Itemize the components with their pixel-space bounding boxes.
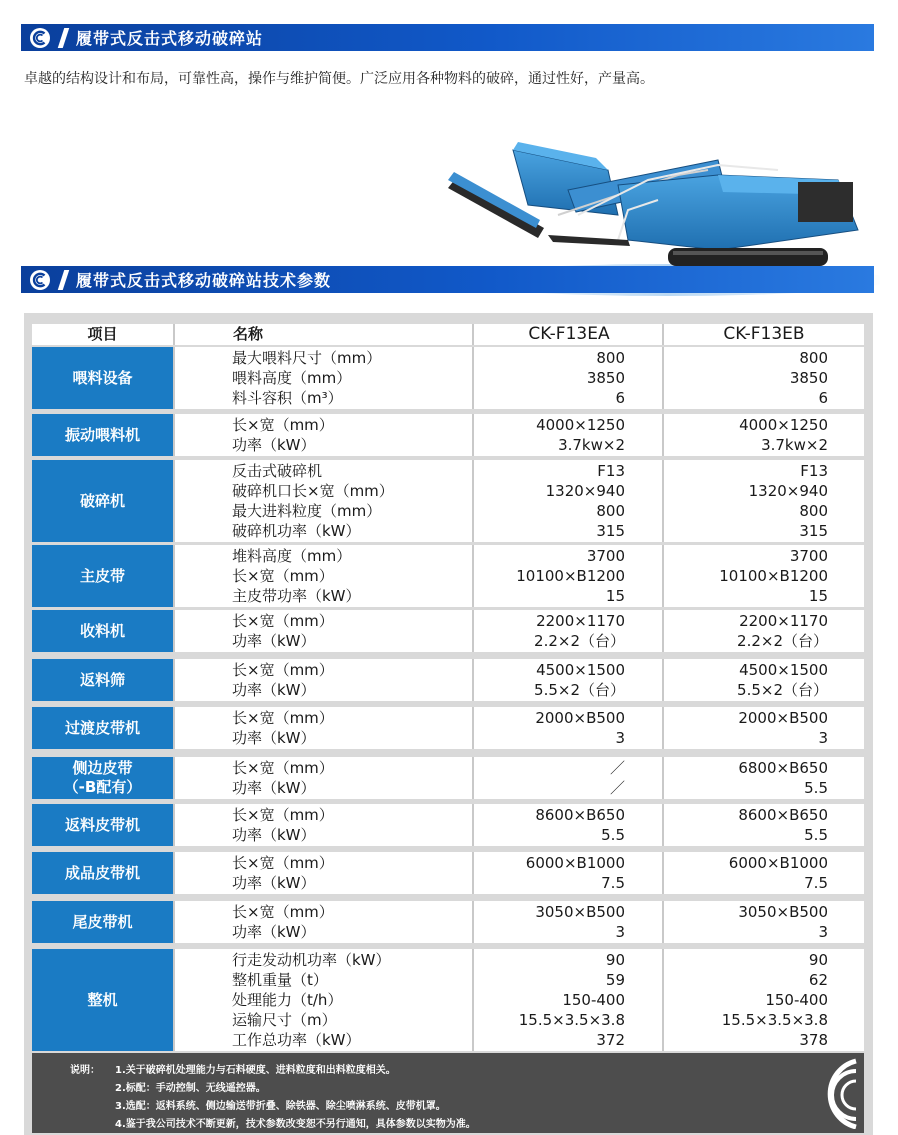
- value-model-a: 3850: [586, 369, 625, 387]
- param-name: 处理能力（t/h）: [232, 991, 343, 1009]
- value-model-a: 3.7kw×2: [558, 436, 625, 454]
- column-divider: [173, 414, 175, 456]
- value-model-a: 59: [605, 971, 625, 989]
- param-name: 功率（kW）: [232, 729, 316, 747]
- value-model-a: 3: [615, 729, 625, 747]
- param-name: 运输尺寸（m）: [232, 1011, 337, 1029]
- column-divider: [472, 545, 474, 607]
- company-logo-icon: [21, 24, 59, 51]
- category-cell: 过渡皮带机: [32, 707, 173, 749]
- value-model-a: 2.2×2（台）: [534, 632, 625, 650]
- value-model-a: ／: [609, 779, 625, 797]
- category-cell: 返料皮带机: [32, 804, 173, 846]
- category-cell: 成品皮带机: [32, 852, 173, 894]
- column-divider: [472, 707, 474, 749]
- column-divider: [662, 901, 664, 943]
- note-line: 1.关于破碎机处理能力与石料硬度、进料粒度和出料粒度相关。: [115, 1065, 396, 1076]
- column-divider: [173, 707, 175, 749]
- value-model-b: 1320×940: [748, 482, 828, 500]
- column-divider: [472, 804, 474, 846]
- note-line: 2.标配：手动控制、无线遥控器。: [115, 1083, 266, 1094]
- column-divider: [662, 347, 664, 409]
- category-cell: 侧边皮带 （-B配有）: [32, 757, 173, 799]
- column-divider: [173, 347, 175, 409]
- decorative-arcs-icon: [790, 1057, 860, 1129]
- category-cell: 喂料设备: [32, 347, 173, 409]
- value-model-a: 800: [596, 502, 625, 520]
- value-model-a: 3700: [586, 547, 625, 565]
- category-cell: 振动喂料机: [32, 414, 173, 456]
- value-model-a: 2200×1170: [536, 612, 625, 630]
- value-model-b: 7.5: [804, 874, 828, 892]
- value-model-b: F13: [800, 462, 828, 480]
- value-model-b: 315: [799, 522, 828, 540]
- note-line: 4.鉴于我公司技术不断更新，技术参数改变恕不另行通知，具体参数以实物为准。: [115, 1119, 476, 1130]
- notes-panel: [32, 1053, 864, 1133]
- param-name: 功率（kW）: [232, 826, 316, 844]
- column-divider: [662, 757, 664, 799]
- value-model-b: 10100×B1200: [719, 567, 828, 585]
- value-model-a: 2000×B500: [535, 709, 625, 727]
- column-divider: [173, 852, 175, 894]
- table-header-row: [32, 324, 864, 345]
- value-model-b: 8600×B650: [738, 806, 828, 824]
- column-divider: [662, 852, 664, 894]
- param-name: 工作总功率（kW）: [232, 1031, 361, 1049]
- header-divider: [58, 28, 69, 48]
- value-model-a: 150-400: [562, 991, 625, 1009]
- column-divider: [472, 659, 474, 701]
- value-model-b: 4500×1500: [739, 661, 828, 679]
- column-divider: [472, 901, 474, 943]
- value-model-b: 3850: [789, 369, 828, 387]
- param-name: 长×宽（mm）: [232, 709, 334, 727]
- value-model-a: 1320×940: [545, 482, 625, 500]
- column-divider: [472, 757, 474, 799]
- column-divider: [662, 610, 664, 652]
- param-name: 最大进料粒度（mm）: [232, 502, 382, 520]
- value-model-a: 4500×1500: [536, 661, 625, 679]
- intro-text: 卓越的结构设计和布局，可靠性高，操作与维护简便。广泛应用各种物料的破碎，通过性好，产量高。: [24, 71, 654, 87]
- param-name: 行走发动机功率（kW）: [232, 951, 391, 969]
- param-name: 堆料高度（mm）: [232, 547, 352, 565]
- value-model-a: 8600×B650: [535, 806, 625, 824]
- value-model-b: 90: [808, 951, 828, 969]
- value-model-a: 5.5×2（台）: [534, 681, 625, 699]
- value-model-a: 6: [615, 389, 625, 407]
- param-name: 料斗容积（m³）: [232, 389, 343, 407]
- param-name: 主皮带功率（kW）: [232, 587, 361, 605]
- column-divider: [173, 659, 175, 701]
- column-divider: [472, 460, 474, 542]
- param-name: 功率（kW）: [232, 779, 316, 797]
- section-title: 履带式反击式移动破碎站技术参数: [76, 271, 332, 290]
- param-name: 功率（kW）: [232, 681, 316, 699]
- value-model-a: 7.5: [601, 874, 625, 892]
- param-name: 长×宽（mm）: [232, 903, 334, 921]
- param-name: 反击式破碎机: [232, 462, 323, 480]
- value-model-b: 6800×B650: [738, 759, 828, 777]
- value-model-a: 3: [615, 923, 625, 941]
- column-divider: [472, 414, 474, 456]
- column-divider: [662, 707, 664, 749]
- param-name: 功率（kW）: [232, 923, 316, 941]
- section-title: 履带式反击式移动破碎站: [76, 29, 264, 48]
- value-model-b: 5.5: [804, 779, 828, 797]
- column-header-model-b: CK-F13EB: [723, 324, 805, 344]
- value-model-a: 315: [596, 522, 625, 540]
- value-model-b: 3: [818, 729, 828, 747]
- column-divider: [662, 414, 664, 456]
- value-model-b: 6000×B1000: [728, 854, 828, 872]
- value-model-a: 3050×B500: [535, 903, 625, 921]
- value-model-b: 2000×B500: [738, 709, 828, 727]
- value-model-a: 90: [605, 951, 625, 969]
- value-model-b: 2.2×2（台）: [737, 632, 828, 650]
- category-cell: 尾皮带机: [32, 901, 173, 943]
- section-header-specs: [21, 266, 874, 293]
- column-divider: [662, 949, 664, 1051]
- category-cell: 主皮带: [32, 545, 173, 607]
- column-divider: [472, 949, 474, 1051]
- column-divider: [472, 610, 474, 652]
- value-model-b: 2200×1170: [739, 612, 828, 630]
- column-header-model-a: CK-F13EA: [528, 324, 610, 344]
- value-model-b: 4000×1250: [739, 416, 828, 434]
- column-divider: [173, 757, 175, 799]
- notes-label: 说明：: [70, 1065, 100, 1076]
- value-model-a: 4000×1250: [536, 416, 625, 434]
- company-logo-icon: [21, 266, 59, 293]
- param-name: 长×宽（mm）: [232, 416, 334, 434]
- section-header-intro: [21, 24, 874, 51]
- category-cell: 破碎机: [32, 460, 173, 542]
- value-model-a: 6000×B1000: [525, 854, 625, 872]
- value-model-b: 3: [818, 923, 828, 941]
- param-name: 喂料高度（mm）: [232, 369, 352, 387]
- param-name: 功率（kW）: [232, 632, 316, 650]
- param-name: 长×宽（mm）: [232, 854, 334, 872]
- value-model-a: F13: [597, 462, 625, 480]
- value-model-a: ／: [609, 759, 625, 777]
- column-divider: [662, 659, 664, 701]
- param-name: 破碎机口长×宽（mm）: [232, 482, 394, 500]
- value-model-b: 3050×B500: [738, 903, 828, 921]
- param-name: 功率（kW）: [232, 436, 316, 454]
- param-name: 长×宽（mm）: [232, 759, 334, 777]
- value-model-b: 3.7kw×2: [761, 436, 828, 454]
- note-line: 3.选配：返料系统、侧边输送带折叠、除铁器、除尘喷淋系统、皮带机罩。: [115, 1101, 446, 1112]
- param-name: 功率（kW）: [232, 874, 316, 892]
- param-name: 破碎机功率（kW）: [232, 522, 361, 540]
- param-name: 长×宽（mm）: [232, 661, 334, 679]
- value-model-b: 6: [818, 389, 828, 407]
- value-model-b: 5.5: [804, 826, 828, 844]
- header-divider: [58, 270, 69, 290]
- column-divider: [173, 949, 175, 1051]
- value-model-b: 15: [808, 587, 828, 605]
- column-header-item: 项目: [87, 325, 118, 343]
- column-divider: [173, 460, 175, 542]
- column-divider: [662, 460, 664, 542]
- value-model-a: 800: [596, 349, 625, 367]
- column-divider: [662, 545, 664, 607]
- param-name: 整机重量（t）: [232, 971, 328, 989]
- param-name: 最大喂料尺寸（mm）: [232, 349, 382, 367]
- value-model-a: 15.5×3.5×3.8: [518, 1011, 625, 1029]
- value-model-b: 378: [799, 1031, 828, 1049]
- value-model-a: 15: [605, 587, 625, 605]
- value-model-b: 800: [799, 349, 828, 367]
- column-divider: [173, 901, 175, 943]
- param-name: 长×宽（mm）: [232, 567, 334, 585]
- value-model-b: 800: [799, 502, 828, 520]
- value-model-a: 372: [596, 1031, 625, 1049]
- category-cell: 整机: [32, 949, 173, 1051]
- value-model-b: 3700: [789, 547, 828, 565]
- column-divider: [472, 852, 474, 894]
- column-divider: [173, 545, 175, 607]
- value-model-a: 10100×B1200: [516, 567, 625, 585]
- value-model-b: 150-400: [765, 991, 828, 1009]
- column-divider: [662, 804, 664, 846]
- param-name: 长×宽（mm）: [232, 612, 334, 630]
- value-model-b: 5.5×2（台）: [737, 681, 828, 699]
- category-cell: 收料机: [32, 610, 173, 652]
- column-header-name: 名称: [233, 325, 264, 343]
- value-model-b: 15.5×3.5×3.8: [721, 1011, 828, 1029]
- column-divider: [173, 804, 175, 846]
- column-divider: [173, 610, 175, 652]
- column-divider: [472, 347, 474, 409]
- category-cell: 返料筛: [32, 659, 173, 701]
- value-model-a: 5.5: [601, 826, 625, 844]
- param-name: 长×宽（mm）: [232, 806, 334, 824]
- value-model-b: 62: [808, 971, 828, 989]
